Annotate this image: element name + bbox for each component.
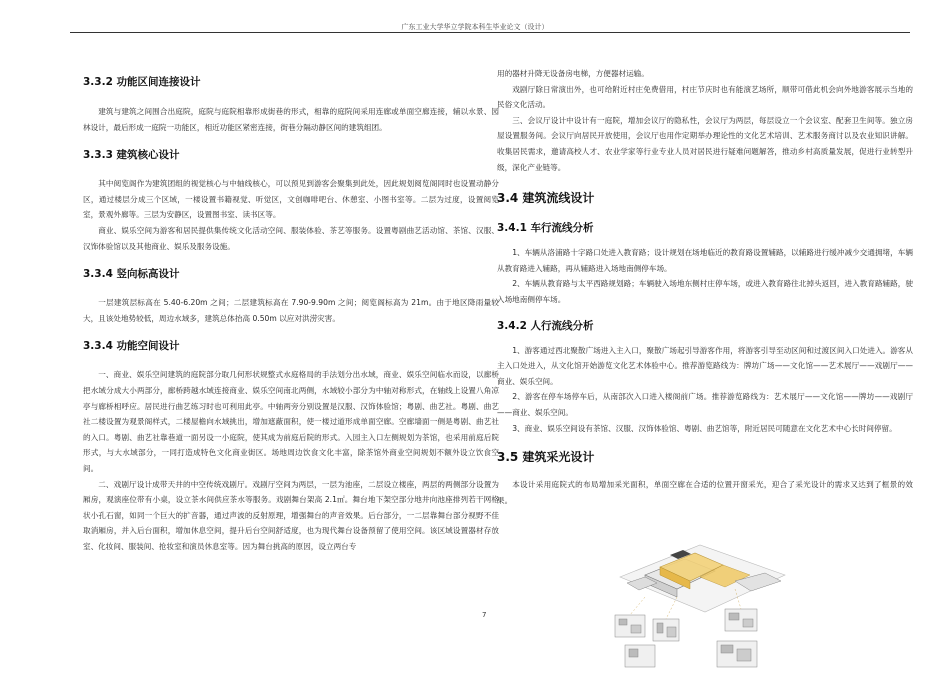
paragraph: 1、车辆从洛浦路十字路口处进入教育路；设计规划在场地临近的教育路设置辅路，以辅路进行缓冲减少交通拥堵，车辆从教育路进入辅路，再从辅路进入场地南侧停车场。 [497, 248, 913, 273]
exploded-plans [615, 609, 757, 667]
plan-room [657, 623, 663, 633]
paragraph: 用的器材升降无设备房电梯，方便器材运输。 [497, 69, 649, 78]
heading-3-3-2: 3.3.2 功能区间连接设计 [83, 76, 201, 88]
paragraph: 三、会议厅设计中设计有一庭院，增加会议厅的隐私性，会议厅为两层，每层设立一个会议室、配套卫生间等。独立房屋设置服务间。会议厅向居民开放使用，会议厅也用作定期举办理论性的文化艺术培训、艺术服务商讨以及农业知识讲解。收集居民需求，邀请高校人才、农业学家等行业专业人员对居民进行疑难问题解答，推动乡村高质量发展，促进行业转型升级，深化产业链等。 [497, 115, 913, 172]
paragraph: 一、商业、娱乐空间建筑的庭院部分取几何形状规整式水庭格局的手法划分出水域，商业、娱乐空间临水而设，以廊桥把水域分成大小两部分，廊桥跨越水域连接商业、娱乐空间南北两侧，水域较小部分为中轴对称形式，在轴线上设置八角凉亭与廊桥相呼应。居民进行曲艺练习时也可利用此亭。中轴两旁分别设置是汉服、汉饰体验馆；粤剧、曲艺社。粤剧、曲艺社二楼设置为观景阁样式，二楼屋檐向水域挑出，增加遮蔽面积，使一楼过道形成单面空廊。空廊墙面一侧是粤剧、曲艺社的入口。粤剧、曲艺社靠巷道一面另设一小庭院，使其成为前庭后院的形式。入园主入口左侧规划为茶馆，也采用前庭后院形式，与大水域部分，一同打造成特色文化商业街区。场地周边饮食文化丰富，除茶馆外商业空间规划不额外设立饮食空间。 [83, 370, 499, 473]
heading-3-3-4-function-space: 3.3.4 功能空间设计 [83, 340, 180, 353]
plan-room [729, 613, 739, 620]
plan-room [667, 627, 676, 637]
paragraph: 本设计采用庭院式的布局增加采光面积，单面空廊在合适的位置开窗采光，迎合了采光设计的需求又达到了框景的效果。 [497, 480, 913, 505]
axonometric-drawing [605, 537, 790, 672]
paragraph: 2、车辆从教育路与太平西路规划路；车辆驶入场地东侧村庄停车场，或进入教育路往北掉头返回，进入教育路辅路，驶入场地南侧停车场。 [497, 279, 913, 304]
heading-3-3-4: 3.3.4 竖向标高设计 [83, 268, 180, 281]
plan-room [631, 625, 641, 633]
paragraph: 一层建筑层标高在 5.40-6.20m 之间；二层建筑标高在 7.90-9.90m 之间；阅览阁标高为 21m。由于地区降雨量较大，且该处地势较低，周边水域多，建筑总体抬高 0.50m 以应对洪涝灾害。 [83, 298, 499, 323]
header-rule [70, 32, 910, 33]
paragraph: 其中阅览阁作为建筑团组的视觉核心与中轴线核心，可以预见到游客会聚集到此处，因此规划阅览阁同时也设置动静分区，通过楼层分成三个区域，一楼设置书籍视觉、听觉区，文创咖啡吧台、休憩室、小图书室等。二层为过度，设置阅览室，景观外廊等。三层为安静区，设置图书室、读书区等。 [83, 179, 499, 220]
paragraph: 二、戏剧厅设计成带天井的中空传统戏剧厅。戏剧厅空间为两层，一层为池座，二层设立楼座，两层的两侧部分设置为厢房，观演座位带有小桌，设立茶水间供应茶水等服务。戏剧舞台架高 2.1㎡。舞台地下架空部分地井向池座排列若干网格状小孔石窗，如同一个巨大的扩音器，通过声波的反射原理，增强舞台的声音效果。后台部分，一二层靠舞台部分视野不佳取消厢房，并入后台面积，增加休息空间，提升后台空间舒适度，也为现代舞台设备预留了使用空间。该区域设置器材存放室、化妆间、服装间、抢妆室和演员休息室等。因为舞台挑高的原因，设立两台专 [83, 479, 499, 551]
right-column [497, 66, 913, 508]
paragraph: 戏剧厅除日常演出外，也可给附近村庄免费借用，村庄节庆时也有能演艺场所，顺带可借此机会向外地游客展示当地的民俗文化活动。 [497, 84, 913, 110]
paragraph: 1、游客通过西北聚散广场进入主入口，聚散广场起引导游客作用，将游客引导至动区间和过渡区间入口处进入。游客从主入口处进入，从文化馆开始游览文化艺术体验中心。推荐游览路线为：牌坊广场——文化馆——艺术展厅——戏剧厅——商业、娱乐空间。 [497, 345, 913, 386]
paragraph: 2、游客在停车场停车后，从南部次入口进入楼阁前广场。推荐游览路线为：艺术展厅——文化馆——牌坊——戏剧厅——商业、娱乐空间。 [497, 392, 913, 417]
plan-room [619, 619, 627, 625]
plan-room [737, 649, 751, 661]
heading-3-4: 3.4 建筑流线设计 [497, 191, 595, 206]
paragraph: 建筑与建筑之间围合出庭院，庭院与庭院相靠形成街巷的形式，相靠的庭院间采用连廊或单面空廊连接，辅以水景、园林设计，最后形成一庭院一功能区，相近功能区紧密连接，街巷分隔动静区间的建筑组团。 [83, 107, 499, 132]
left-column [83, 68, 499, 554]
leader-line [630, 597, 645, 615]
leader-line [666, 597, 677, 619]
plan-room [721, 645, 733, 653]
heading-3-4-2: 3.4.2 人行流线分析 [497, 319, 594, 332]
plan-room [743, 619, 753, 627]
plan-room [629, 649, 638, 657]
heading-3-4-1: 3.4.1 车行流线分析 [497, 222, 594, 235]
daylighting-axonometric-figure [605, 537, 790, 672]
page-number: 7 [482, 611, 487, 619]
paragraph: 3、商业、娱乐空间设有茶馆、汉服、汉饰体验馆、粤剧、曲艺馆等，附近居民可随意在文化艺术中心长时间停留。 [512, 423, 897, 433]
heading-3-3-3: 3.3.3 建筑核心设计 [83, 149, 180, 162]
heading-3-5: 3.5 建筑采光设计 [497, 450, 595, 465]
running-header: 广东工业大学华立学院本科生毕业论文（设计） [401, 23, 549, 31]
paragraph: 商业、娱乐空间为游客和居民提供集传统文化活动空间、服装体验、茶艺等服务。设置粤剧曲艺活动馆、茶馆、汉服、汉饰体验馆以及其他商业、娱乐及服务设施。 [83, 225, 499, 251]
